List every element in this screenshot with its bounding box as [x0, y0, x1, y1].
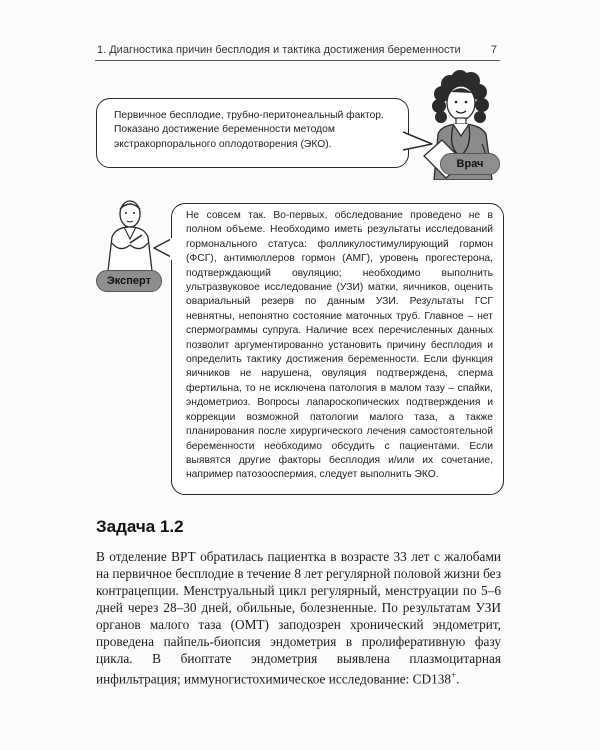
task-text-end: . — [456, 671, 460, 687]
task-description — [96, 548, 501, 687]
expert-statement: Не совсем так. Во-первых, обследование проведено не в полном объеме. Необходимо иметь результаты исследований гормонального статуса: фолликулостимулирующий гормон (ФСГ), антимюллеров гормон (АМГ), уровень прогестерона, подтверждающий овуляцию; необходимо выполнить ультразвуковое исследование (УЗИ) матки, яичников, оценить овариальный резерв по данным УЗИ. Результаты ГСГ невнятны, непонятно состояние маточных труб. Главное – нет спермограммы супруга. Наличие всех перечисленных данных позволит аргументированно установить причину бесплодия и определить тактику достижения беременности. Если функция яичников не нарушена, овуляция подтверждена, сперма фертильна, то не исключена патология в малом тазу – спайки, эндометриоз. Вопросы лапароскопических подтверждения и коррекции возможной патологии малого таза, а также планирования после хирургического лечения самостоятельной беременности необходимо обсудить с пациентами. Если выявятся другие факторы бесплодия и/или их сочетание, например патозооспермия, следует выполнить ЭКО. — [186, 210, 493, 481]
doctor-badge: Врач — [440, 153, 500, 175]
cd138-superscript: + — [451, 670, 457, 680]
header-divider — [95, 60, 500, 61]
task-text: В отделение ВРТ обратилась пациентка в возрасте 33 лет с жалобами на первичное бесплодие в течение 8 лет регулярной половой жизни без контрацепции. Менструальный цикл регулярный, менструации по 5–6 дней через 28–30 дней, обильные, болезненные. По результатам УЗИ органов малого таза (ОМТ) заподозрен хронический эндометрит, проведена пайпель-биопсия эндометрия в пролиферативную фазу цикла. В биоптате эндометрия выявлена плазмоцитарная инфильтрация; иммуногистохимическое исследование: CD138 — [96, 549, 501, 687]
expert-bubble-tail-cover — [170, 238, 174, 260]
doctor-speech-bubble — [96, 98, 409, 168]
page-number: 7 — [490, 44, 497, 56]
task-heading: Задача 1.2 — [96, 517, 184, 536]
expert-badge: Эксперт — [96, 270, 162, 292]
chapter-title: 1. Диагностика причин бесплодия и тактика достижения беременности — [97, 44, 461, 56]
expert-speech-bubble — [171, 203, 504, 495]
doctor-statement: Первичное бесплодие, трубно-перитонеальный фактор. Показано достижение беременности методом экстракорпорального оплодотворения (ЭКО). — [114, 110, 384, 150]
